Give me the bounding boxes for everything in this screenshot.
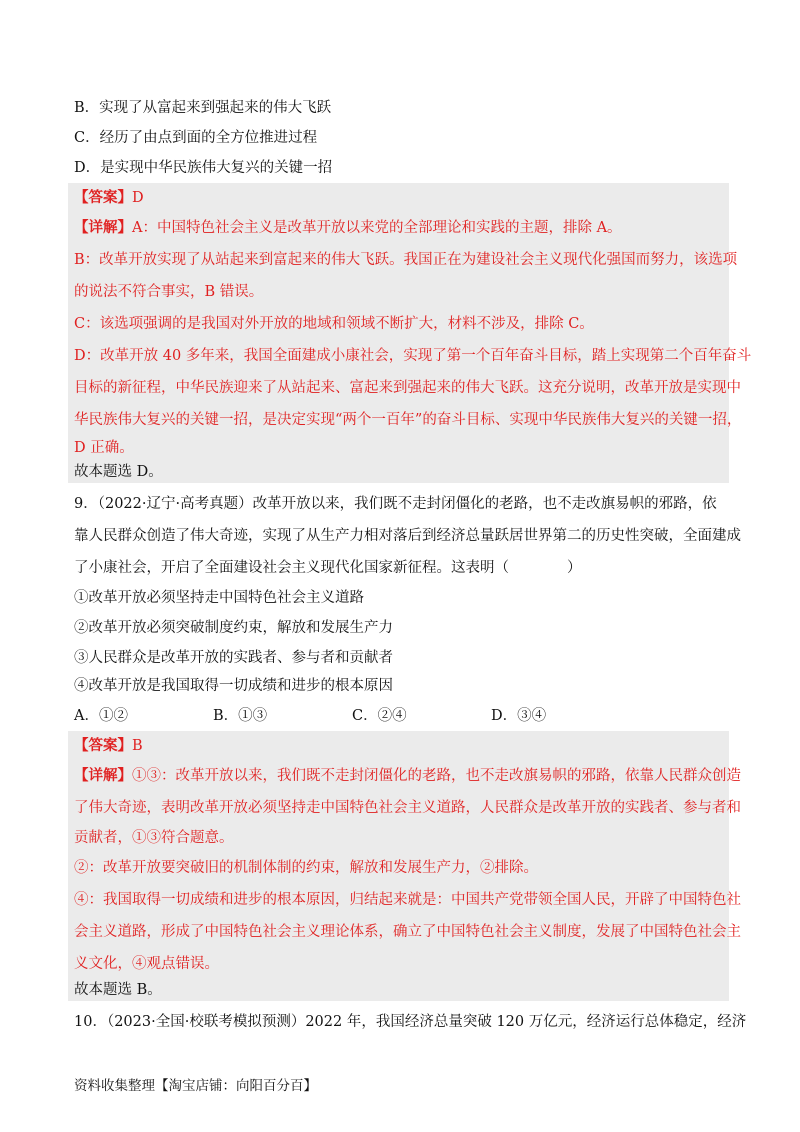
q9-detail-line-4: ②：改革开放要突破旧的机制体制的约束，解放和发展生产力，②排除。 [74, 860, 538, 876]
q8-answer-line [74, 188, 144, 208]
q9-detail-line-6: 会主义道路，形成了中国特色社会主义理论体系，确立了中国特色社会主义制度，发展了中国特色社会主 [74, 924, 741, 940]
q9-choice-b: B．①③ [213, 708, 268, 724]
q9-detail-line-3: 贡献者，①③符合题意。 [74, 830, 234, 846]
q8-detail-line-7: 华民族伟大复兴的关键一招，是决定实现“两个一百年”的奋斗目标、实现中华民族伟大复兴的关键一招， [74, 412, 742, 428]
q9-detail-line-5: ④：我国取得一切成绩和进步的根本原因，归结起来就是：中国共产党带领全国人民，开辟了中国特色社 [74, 892, 741, 908]
q9-stem-line-3: 了小康社会，开启了全面建设社会主义现代化国家新征程。这表明（ ） [74, 560, 582, 576]
detail-tag: 【详解】 [74, 767, 132, 784]
answer-value: D [132, 190, 144, 206]
q8-detail-line-3: 的说法不符合事实，B 错误。 [74, 284, 264, 300]
q8-option-b: B．实现了从富起来到强起来的伟大飞跃 [74, 100, 332, 116]
q8-detail-line-2: B：改革开放实现了从站起来到富起来的伟大飞跃。我国正在为建设社会主义现代化强国而努力，该选项 [74, 252, 738, 268]
q9-stem-line-2: 靠人民群众创造了伟大奇迹，实现了从生产力相对落后到经济总量跃居世界第二的历史性突破，全面建成 [74, 528, 741, 544]
q9-choice-d: D．③④ [491, 708, 547, 724]
q9-conclusion: 故本题选 B。 [74, 982, 162, 998]
q9-item-1: ①改革开放必须坚持走中国特色社会主义道路 [74, 590, 364, 606]
answer-value: B [132, 738, 143, 754]
page-footer: 资料收集整理【淘宝店铺：向阳百分百】 [74, 1078, 317, 1094]
q9-item-4: ④改革开放是我国取得一切成绩和进步的根本原因 [74, 678, 393, 694]
q9-item-3: ③人民群众是改革开放的实践者、参与者和贡献者 [74, 650, 393, 666]
answer-tag: 【答案】 [74, 189, 132, 206]
q9-detail-line-2: 了伟大奇迹，表明改革开放必须坚持走中国特色社会主义道路，人民群众是改革开放的实践者、参与者和 [74, 800, 741, 816]
q8-detail-line-5: D：改革开放 40 多年来，我国全面建成小康社会，实现了第一个百年奋斗目标，踏上实现第二个百年奋斗 [74, 348, 752, 364]
detail-text: ①③：改革开放以来，我们既不走封闭僵化的老路，也不走改旗易帜的邪路，依靠人民群众创造 [132, 768, 741, 784]
q9-item-2: ②改革开放必须突破制度约束，解放和发展生产力 [74, 620, 393, 636]
q9-answer-line [74, 736, 143, 756]
q8-conclusion: 故本题选 D。 [74, 464, 163, 480]
detail-tag: 【详解】 [74, 219, 132, 236]
q9-detail-line-7: 义文化，④观点错误。 [74, 956, 219, 972]
q9-stem-line-1: 9．（2022·辽宁·高考真题）改革开放以来，我们既不走封闭僵化的老路，也不走改旗易帜的邪路，依 [74, 496, 717, 512]
q8-option-d: D．是实现中华民族伟大复兴的关键一招 [74, 160, 333, 176]
q8-detail-line-8: D 正确。 [74, 440, 134, 456]
answer-tag: 【答案】 [74, 737, 132, 754]
q9-choice-a: A．①② [74, 708, 128, 724]
q10-stem-line-1: 10．（2023·全国·校联考模拟预测）2022 年，我国经济总量突破 120 万亿元，经济运行总体稳定，经济 [74, 1014, 747, 1030]
q9-choices [74, 706, 546, 726]
q8-detail-line-1 [74, 218, 622, 238]
q8-option-c: C．经历了由点到面的全方位推进过程 [74, 130, 318, 146]
q9-choice-c: C．②④ [352, 708, 407, 724]
q8-detail-line-6: 目标的新征程，中华民族迎来了从站起来、富起来到强起来的伟大飞跃。这充分说明，改革开放是实现中 [74, 380, 741, 396]
q9-detail-line-1 [74, 766, 741, 786]
detail-text: A：中国特色社会主义是改革开放以来党的全部理论和实践的主题，排除 A。 [132, 220, 622, 236]
q8-detail-line-4: C：该选项强调的是我国对外开放的地域和领域不断扩大，材料不涉及，排除 C。 [74, 316, 594, 332]
